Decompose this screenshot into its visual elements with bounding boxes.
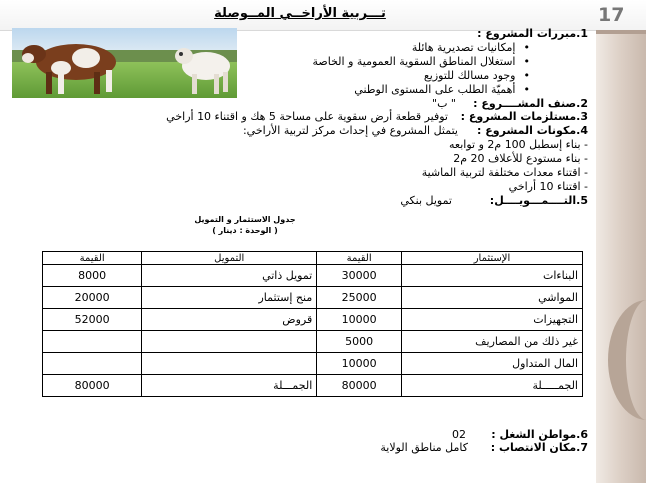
cows-photo xyxy=(12,28,237,98)
decorative-curve xyxy=(608,300,646,420)
table-row xyxy=(43,331,583,353)
cell-amount: 20000 xyxy=(43,287,142,309)
cell-value: 80000 xyxy=(317,375,402,397)
component-item: - اقتناء معدات مختلفة لتربية الماشية xyxy=(421,166,588,179)
cell-value: 10000 xyxy=(317,353,402,375)
section-4-label: 4.مكونات المشروع : xyxy=(477,124,588,137)
cell-value: 10000 xyxy=(317,309,402,331)
table-row xyxy=(43,265,583,287)
table-row xyxy=(43,287,583,309)
cell-financing: قروض xyxy=(142,309,317,331)
cell-amount: 8000 xyxy=(43,265,142,287)
cell-investment: التجهيزات xyxy=(401,309,582,331)
table-header-row xyxy=(43,252,583,265)
section-4-value: يتمثل المشروع في إحداث مركز لتربية الأراخي: xyxy=(242,124,458,137)
justification-item: • أهميّة الطلب على المستوى الوطني xyxy=(250,83,530,96)
cell-financing: تمويل ذاتي xyxy=(142,265,317,287)
cell-investment: المواشي xyxy=(401,287,582,309)
section-1-heading: 1.مبررات المشروع : xyxy=(477,27,588,40)
decorative-band xyxy=(596,30,646,34)
section-6-label: 6.مواطن الشغل : xyxy=(491,428,588,441)
table-total-row xyxy=(43,375,583,397)
cell-amount: 80000 xyxy=(43,375,142,397)
brown-cow-illustration xyxy=(16,32,126,96)
page-title: تـــربية الأراخــي المــوصلة xyxy=(214,6,386,21)
cell-value: 30000 xyxy=(317,265,402,287)
component-item: - بناء مستودع للأعلاف 20 م2 xyxy=(453,152,588,165)
investment-financing-table xyxy=(42,251,583,397)
cell-investment: غير ذلك من المصاريف xyxy=(401,331,582,353)
column-header-financing: التمويل xyxy=(142,252,317,265)
cell-amount: 52000 xyxy=(43,309,142,331)
cell-investment: المال المتداول xyxy=(401,353,582,375)
white-cow-illustration xyxy=(170,40,236,96)
section-2-value: " ب" xyxy=(432,97,456,110)
section-2-label: 2.صنف المشــــروع : xyxy=(473,97,588,110)
cell-amount xyxy=(43,353,142,375)
table-caption xyxy=(170,214,320,236)
cell-amount xyxy=(43,331,142,353)
page-number: 17 xyxy=(598,4,625,26)
table-row xyxy=(43,353,583,375)
cell-financing xyxy=(142,353,317,375)
section-5-value: تمويل بنكي xyxy=(400,194,452,207)
cell-value: 25000 xyxy=(317,287,402,309)
cell-investment: الجمـــــلة xyxy=(401,375,582,397)
cell-financing xyxy=(142,331,317,353)
table-unit: ( الوحدة : دينار ) xyxy=(212,226,278,235)
section-6-value: 02 xyxy=(452,428,466,441)
decorative-sidebar xyxy=(596,30,646,483)
cell-financing: منح إستثمار xyxy=(142,287,317,309)
justification-item: • إمكانيات تصديرية هائلة xyxy=(290,41,530,54)
cell-financing: الجمـــلة xyxy=(142,375,317,397)
table-row xyxy=(43,309,583,331)
cell-investment: البناءات xyxy=(401,265,582,287)
section-3-value: توفير قطعة أرض سقوية على مساحة 5 هك و اقتناء 10 أراخي xyxy=(166,110,448,123)
section-3-label: 3.مستلزمات المشروع : xyxy=(460,110,588,123)
table-title: جدول الاستثمار و التمويل xyxy=(194,215,296,224)
column-header-value: القيمة xyxy=(317,252,402,265)
section-7-value: كامل مناطق الولاية xyxy=(380,441,468,454)
column-header-investment: الإستثمار xyxy=(401,252,582,265)
section-7-label: 7.مكان الانتصاب : xyxy=(490,441,588,454)
justification-item: • وجود مسالك للتوزيع xyxy=(290,69,530,82)
justification-item: • استغلال المناطق السقوية العمومية و الخاصة xyxy=(230,55,530,68)
component-item: - اقتناء 10 أراخي xyxy=(508,180,588,193)
column-header-amount: القيمة xyxy=(43,252,142,265)
cell-value: 5000 xyxy=(317,331,402,353)
section-5-label: 5.التــــمـــويــــل: xyxy=(489,194,588,207)
component-item: - بناء إسطبل 100 م2 و توابعه xyxy=(449,138,588,151)
